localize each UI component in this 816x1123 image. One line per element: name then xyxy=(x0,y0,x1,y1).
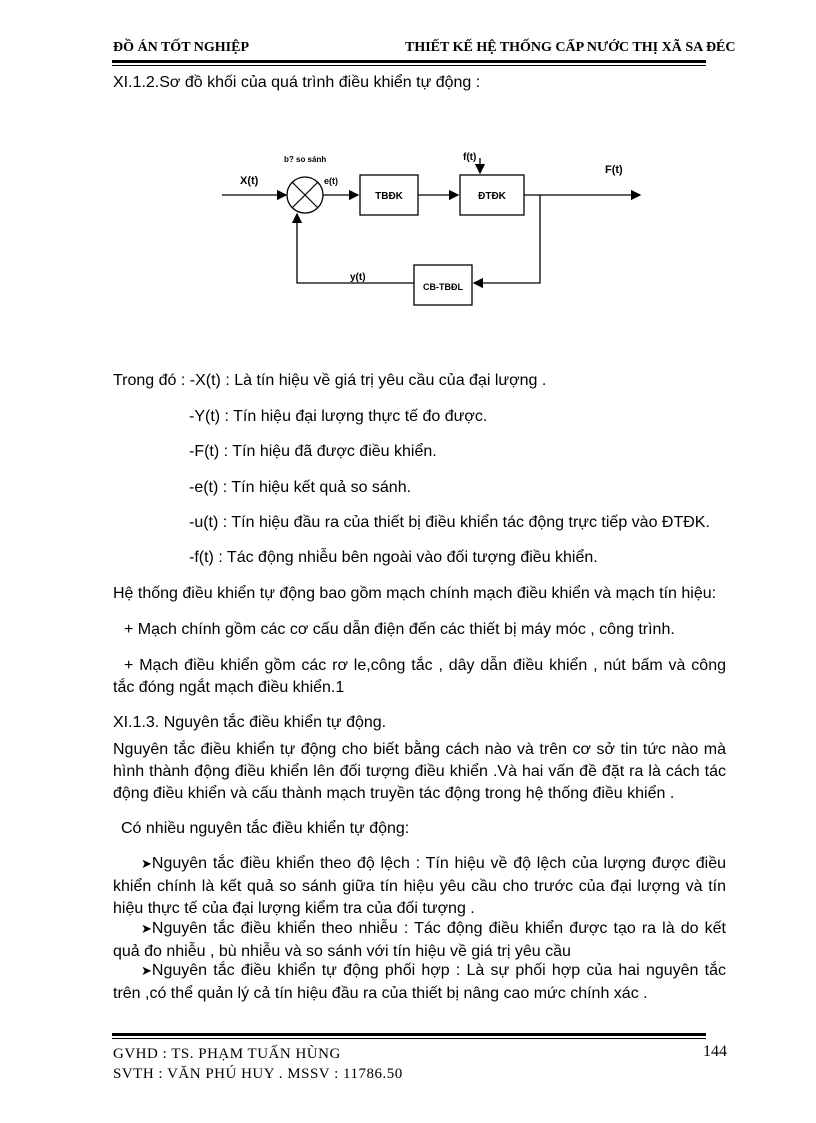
block-diagram xyxy=(200,140,660,320)
footer-advisor: GVHD : TS. PHẠM TUẤN HÙNG xyxy=(113,1046,341,1062)
error-label: e(t) xyxy=(324,176,338,186)
footer-rule-thick xyxy=(112,1033,706,1036)
bullet-arrow-icon: ➤ xyxy=(141,922,152,937)
comparator-label: b? so sánh xyxy=(284,155,327,164)
header-rule-thick xyxy=(112,60,706,63)
definition-item: -u(t) : Tín hiệu đầu ra của thiết bị điều khiển tác động trực tiếp vào ĐTĐK. xyxy=(189,514,710,531)
principles-intro: Có nhiều nguyên tắc điều khiển tự động: xyxy=(121,820,410,837)
disturbance-label: f(t) xyxy=(463,152,477,163)
section-title-principles: XI.1.3. Nguyên tắc điều khiển tự động. xyxy=(113,714,387,731)
feedback-label: y(t) xyxy=(350,272,366,283)
input-label: X(t) xyxy=(240,175,259,187)
page-number: 144 xyxy=(703,1043,727,1060)
definitions-intro: Trong đó : -X(t) : Là tín hiệu về giá trị yêu cầu của đại lượng . xyxy=(113,372,547,389)
sensor-label: CB-TBĐL xyxy=(423,282,463,292)
header-right: THIẾT KẾ HỆ THỐNG CẤP NƯỚC THỊ XÃ SA ĐÉC xyxy=(405,40,736,55)
bullet-arrow-icon: ➤ xyxy=(141,857,152,872)
definition-item: -Y(t) : Tín hiệu đại lượng thực tế đo được. xyxy=(189,408,488,425)
system-intro: Hệ thống điều khiển tự động bao gồm mạch chính mạch điều khiển và mạch tín hiệu: xyxy=(113,585,717,602)
principle-item-combined: ➤Nguyên tắc điều khiển tự động phối hợp : Là sự phối hợp của hai nguyên tắc trên ,có thể quản lý cả tín hiệu đầu ra của thiết bị nâng cao mức chính xác . xyxy=(113,962,726,1002)
principle-paragraph: Nguyên tắc điều khiển tự động cho biết bằng cách nào và trên cơ sở tin tức nào mà hình thành động điều khiển lên đối tượng điều khiển .Và hai vấn đề đặt ra là cách tác động điều khiển và cấu thành mạch truyền tác động trong hệ thống điều khiển . xyxy=(113,741,726,802)
principle-item-disturbance: ➤Nguyên tắc điều khiển theo nhiễu : Tác động điều khiển được tạo ra là do kết quả đo nhiễu , bù nhiễu và so sánh với tín hiệu về giá trị yêu cầu xyxy=(113,920,726,960)
principle-item-deviation: ➤Nguyên tắc điều khiển theo độ lệch : Tín hiệu về độ lệch của lượng được điều khiển chính là kết quả so sánh giữa tín hiệu yêu cầu cho trước của đại lượng và tín hiệu thực tế của đại lượng kiểm tra của đối tượng . xyxy=(113,855,726,917)
control-circuit-text: + Mạch điều khiển gồm các rơ le,công tắc , dây dẫn điều khiển , nút bấm và công tắc đóng ngắt mạch điều khiển.1 xyxy=(113,657,726,696)
definition-item: -f(t) : Tác động nhiễu bên ngoài vào đối tượng điều khiển. xyxy=(189,549,598,566)
definition-item: -F(t) : Tín hiệu đã được điều khiển. xyxy=(189,443,437,460)
controller-label: TBĐK xyxy=(375,191,403,202)
section-title-block-diagram: XI.1.2.Sơ đồ khối của quá trình điều khiển tự động : xyxy=(113,74,481,91)
footer-rule-thin xyxy=(112,1038,706,1039)
output-label: F(t) xyxy=(605,164,623,176)
comparator-circle xyxy=(287,177,323,213)
footer-student: SVTH : VĂN PHÚ HUY . MSSV : 11786.50 xyxy=(113,1066,403,1082)
header-rule-thin xyxy=(112,65,706,66)
bullet-arrow-icon: ➤ xyxy=(141,964,152,979)
main-circuit-text: + Mạch chính gồm các cơ cấu dẫn điện đến các thiết bị máy móc , công trình. xyxy=(124,621,675,638)
definition-item: -e(t) : Tín hiệu kết quả so sánh. xyxy=(189,479,412,496)
header-left: ĐỒ ÁN TỐT NGHIỆP xyxy=(113,40,250,55)
plant-label: ĐTĐK xyxy=(478,191,506,202)
